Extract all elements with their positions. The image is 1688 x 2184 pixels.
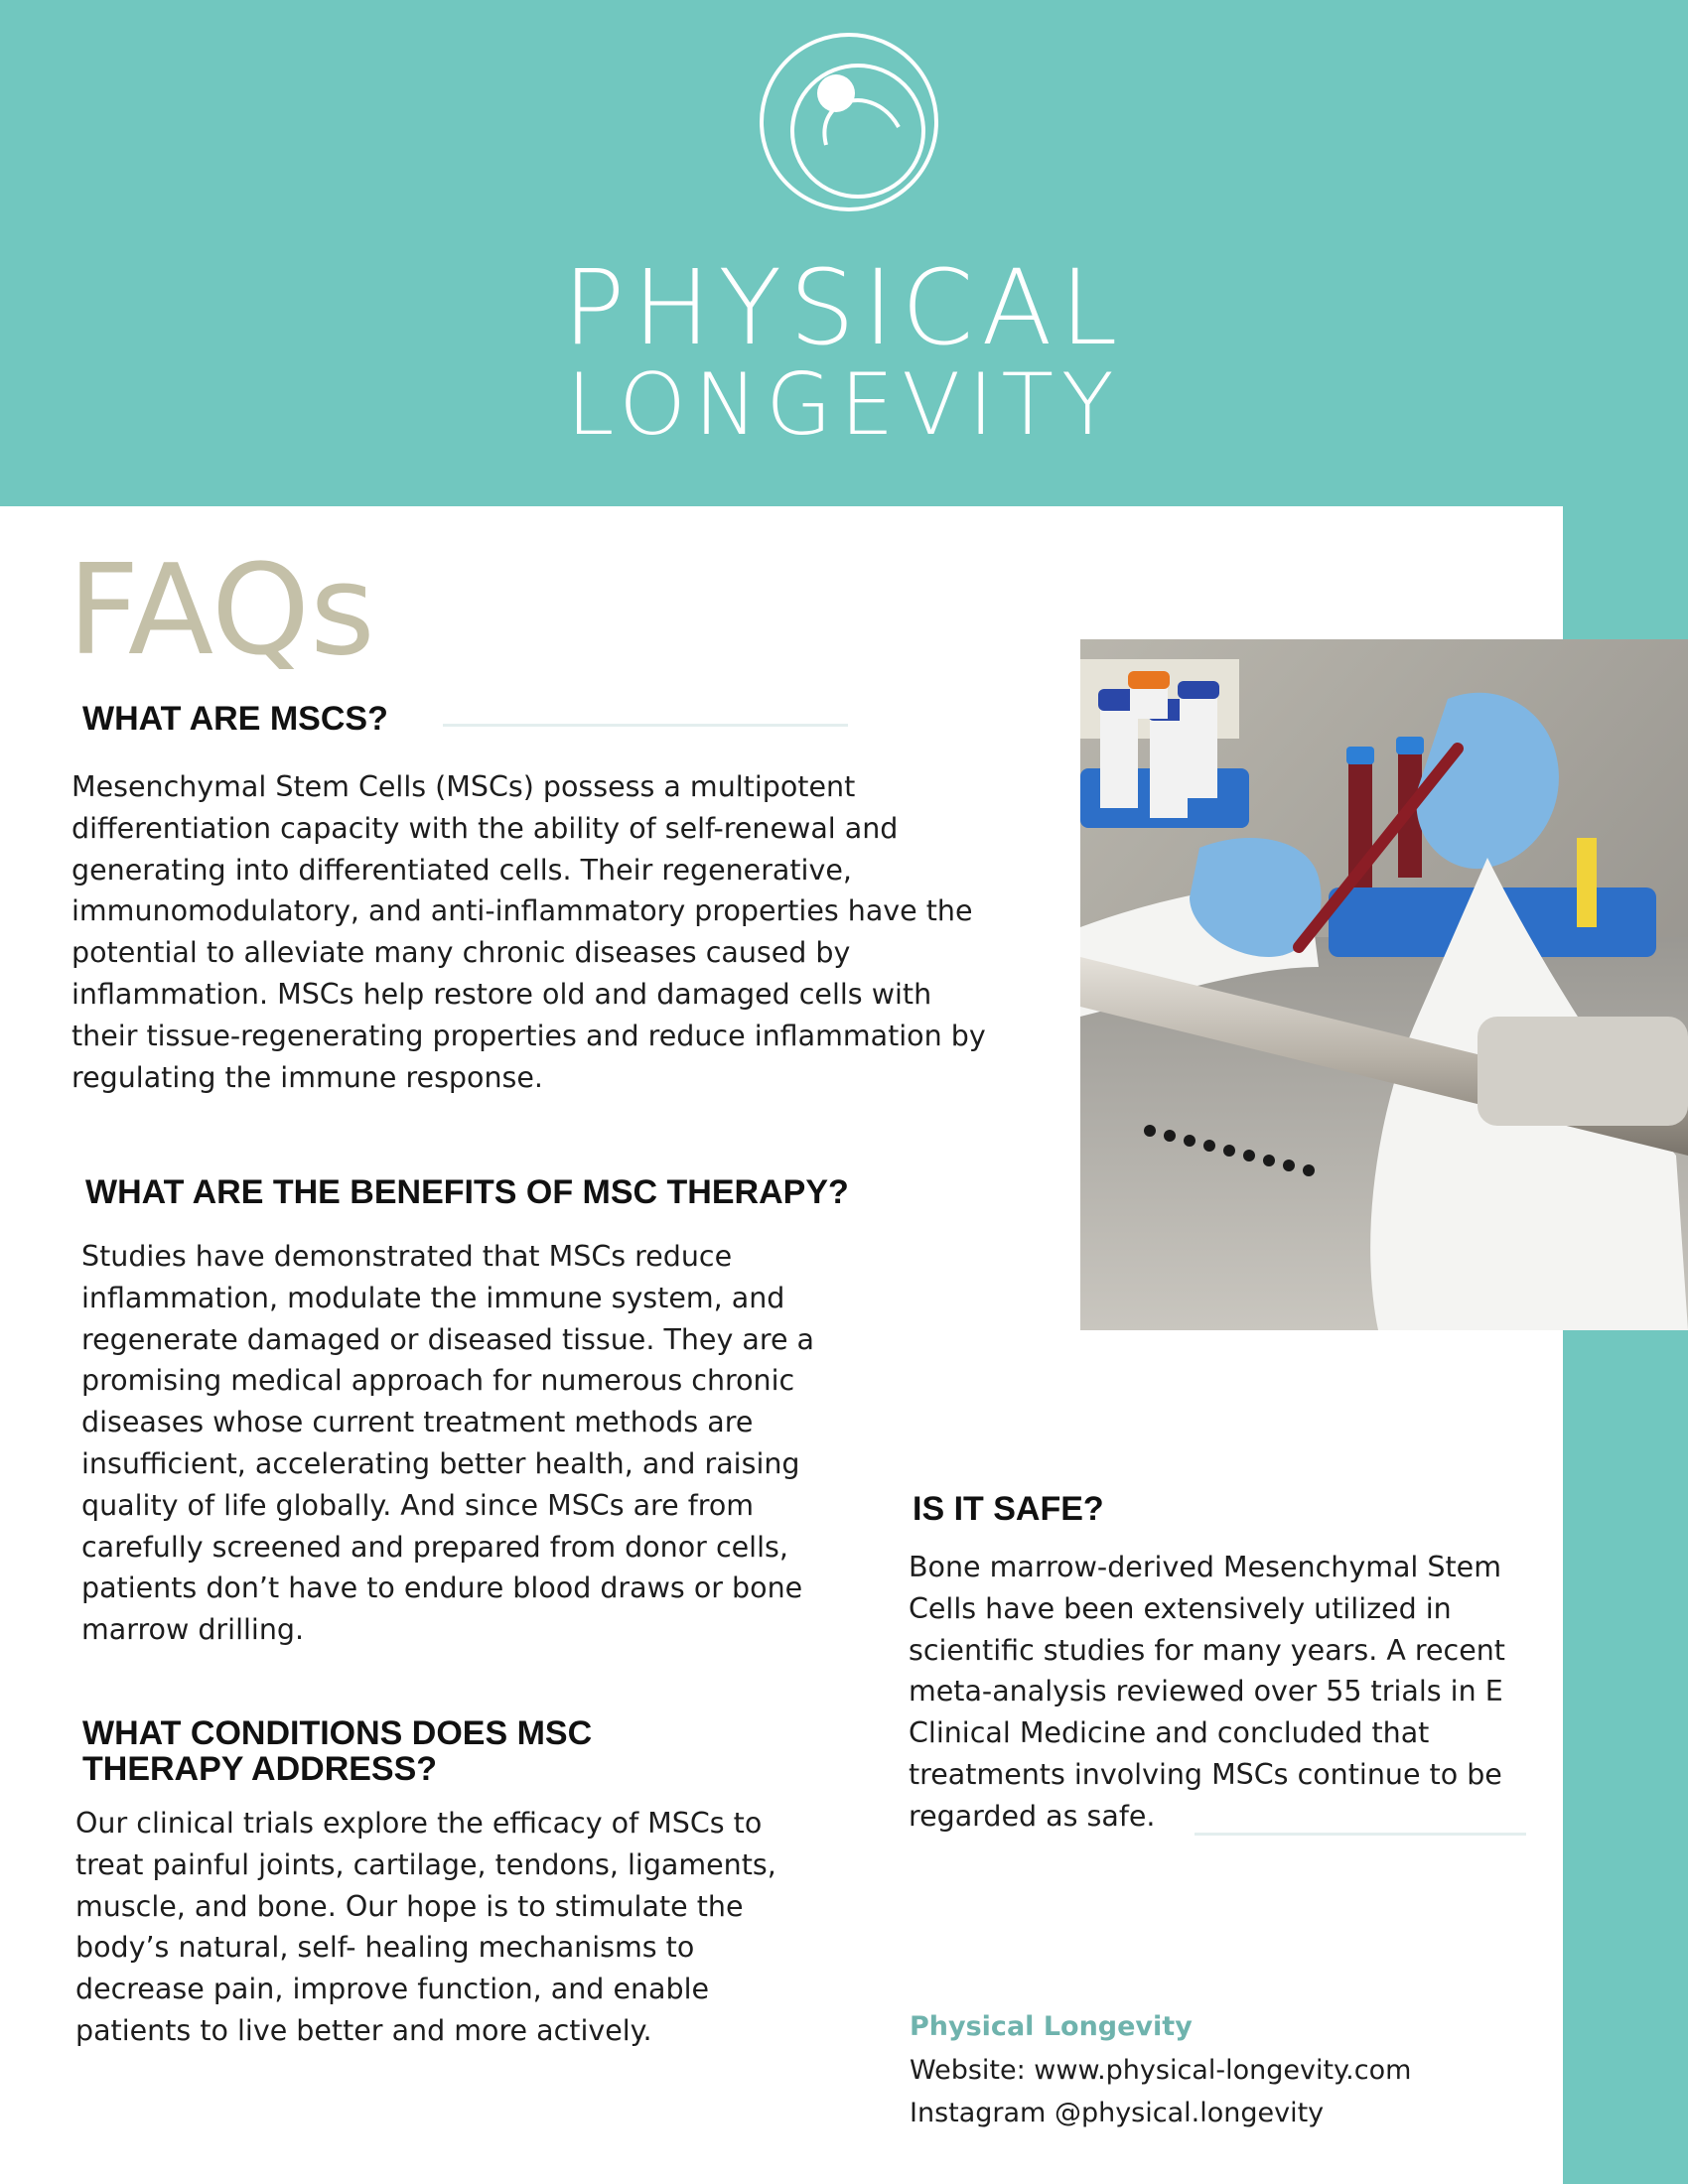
faq-question-safety: IS IT SAFE? [913, 1490, 1104, 1528]
faq-question-conditions [82, 1715, 592, 1787]
divider [1195, 1833, 1526, 1836]
page-title: FAQs [68, 537, 375, 683]
faq-question-benefits: WHAT ARE THE BENEFITS OF MSC THERAPY? [85, 1173, 849, 1211]
faq-answer-mscs: Mesenchymal Stem Cells (MSCs) possess a multipotent differentiation capacity with the ability of self-renewal and generating into differentiated cells. Their regenerative, immunomodulatory, and anti-inflammatory properties have the potential to alleviate many chronic diseases caused by inflammation. MSCs help restore old and damaged cells with their tissue-regenerating properties and reduce inflammation by regulating the immune response. [71, 770, 986, 1094]
header-banner [0, 0, 1688, 506]
faq-answer-benefits: Studies have demonstrated that MSCs reduce inflammation, modulate the immune system, and regenerate damaged or diseased tissue. They are a promising medical approach for numerous chronic diseases whose current treatment methods are insufficient, accelerating better health, and raising quality of life globally. And since MSCs are from carefully screened and prepared from donor cells, patients don’t have to endure blood draws or bone marrow drilling. [81, 1240, 815, 1647]
faq-answer-conditions: Our clinical trials explore the efficacy of MSCs to treat painful joints, cartilage, tendons, ligaments, muscle, and bone. Our hope is to stimulate the body’s natural, self- healing mechanisms to decrease pain, improve function, and enable patients to live better and more actively. [75, 1807, 776, 2047]
lab-photo-illustration [1080, 639, 1688, 1330]
brand-name-line2: LONGEVITY [566, 355, 1122, 455]
divider [443, 724, 848, 727]
footer-website: Website: www.physical-longevity.com [910, 2055, 1412, 2086]
faq-question-conditions-line1: WHAT CONDITIONS DOES MSC [82, 1714, 593, 1752]
faq-answer-safety: Bone marrow-derived Mesenchymal Stem Cells have been extensively utilized in scientific studies for many years. A recent meta-analysis reviewed over 55 trials in E Clinical Medicine and concluded that treatments involving MSCs continue to be regarded as safe. [909, 1551, 1505, 1833]
lab-photo [1080, 639, 1688, 1330]
footer-instagram: Instagram @physical.longevity [910, 2098, 1325, 2128]
brand-name-line1: PHYSICAL [562, 247, 1126, 368]
faq-question-mscs: WHAT ARE MSCS? [82, 700, 388, 738]
footer-brand-name: Physical Longevity [910, 2011, 1193, 2042]
faq-question-conditions-line2: THERAPY ADDRESS? [82, 1750, 438, 1788]
logo-icon [755, 28, 943, 216]
